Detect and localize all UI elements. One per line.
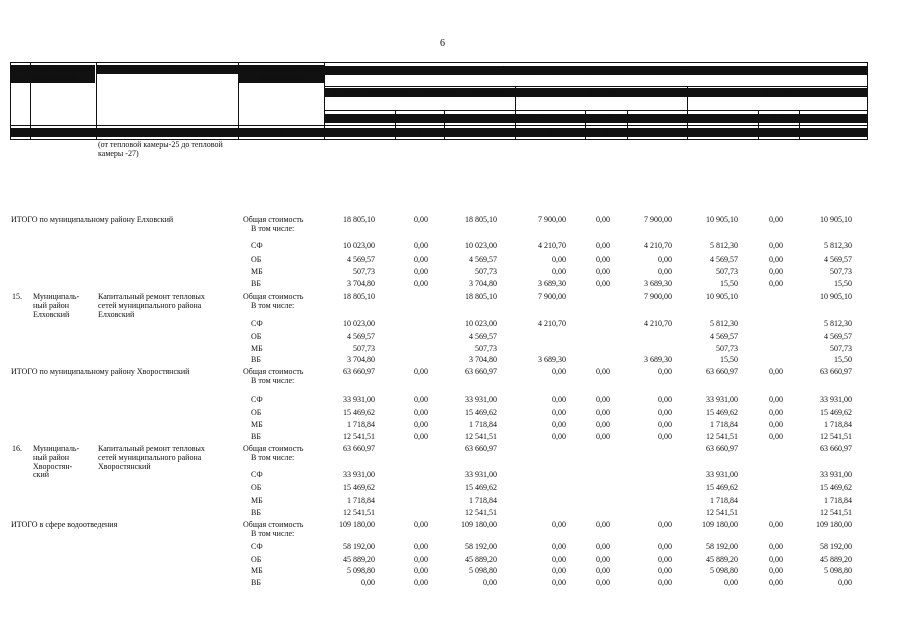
value-cell: 0,00 (414, 241, 428, 250)
value-cell: 10 905,10 (706, 215, 738, 224)
value-cell: 0,00 (552, 432, 566, 441)
value-cell: 0,00 (769, 267, 783, 276)
value-cell: 1 718,84 (469, 420, 497, 429)
value-cell: 0,00 (769, 566, 783, 575)
funding-source: МБ (251, 496, 263, 505)
value-cell: 4 569,57 (824, 332, 852, 341)
value-cell: 33 931,00 (343, 470, 375, 479)
value-cell: 7 900,00 (538, 292, 566, 301)
value-cell: 45 889,20 (465, 555, 497, 564)
value-cell: 0,00 (769, 279, 783, 288)
value-cell: 63 660,97 (465, 367, 497, 376)
value-cell: 0,00 (658, 432, 672, 441)
value-cell: 0,00 (596, 279, 610, 288)
value-cell: 3 704,80 (347, 279, 375, 288)
subheader-cell: СМР (445, 114, 515, 123)
funding-source-sub: В том числе: (251, 453, 295, 462)
value-cell: 0,00 (724, 578, 738, 587)
value-cell: 0,00 (596, 432, 610, 441)
header-no: № п/п (12, 64, 29, 82)
value-cell: 5 098,80 (824, 566, 852, 575)
value-cell: 0,00 (552, 555, 566, 564)
value-cell: 12 541,51 (465, 432, 497, 441)
value-cell: 10 023,00 (343, 241, 375, 250)
value-cell: 0,00 (483, 578, 497, 587)
funding-source-sub: В том числе: (251, 301, 295, 310)
value-cell: 10 905,10 (706, 292, 738, 301)
column-number: 1 (11, 128, 30, 137)
value-cell: 33 931,00 (820, 395, 852, 404)
value-cell: 0,00 (596, 555, 610, 564)
funding-source: Общая стоимость (243, 444, 304, 453)
value-cell: 0,00 (414, 520, 428, 529)
funding-source: МБ (251, 420, 263, 429)
value-cell: 12 541,51 (343, 508, 375, 517)
value-cell: 10 023,00 (465, 319, 497, 328)
subheader-cell: СМР (800, 114, 867, 123)
value-cell: 0,00 (658, 578, 672, 587)
value-cell: 3 689,30 (538, 355, 566, 364)
value-cell: 0,00 (658, 542, 672, 551)
value-cell: 4 569,57 (347, 332, 375, 341)
value-cell: 0,00 (361, 578, 375, 587)
value-cell: 0,00 (769, 367, 783, 376)
value-cell: 12 541,51 (706, 508, 738, 517)
value-cell: 0,00 (769, 578, 783, 587)
value-cell: 63 660,97 (706, 444, 738, 453)
value-cell: 0,00 (596, 215, 610, 224)
value-cell: 15,50 (834, 355, 852, 364)
value-cell: 7 900,00 (538, 215, 566, 224)
value-cell: 4 569,57 (469, 255, 497, 264)
value-cell: 0,00 (658, 566, 672, 575)
value-cell: 1 718,84 (469, 496, 497, 505)
value-cell: 0,00 (769, 542, 783, 551)
value-cell: 58 192,00 (820, 542, 852, 551)
value-cell: 1 718,84 (824, 420, 852, 429)
funding-source: МБ (251, 267, 263, 276)
funding-source: МБ (251, 566, 263, 575)
value-cell: 0,00 (596, 395, 610, 404)
value-cell: 0,00 (414, 367, 428, 376)
funding-source-sub: В том числе: (251, 224, 295, 233)
column-number: 10 (628, 128, 687, 137)
municipality-name: Муниципаль-ный район Елховский (33, 292, 80, 319)
value-cell: 0,00 (552, 408, 566, 417)
value-cell: 58 192,00 (343, 542, 375, 551)
value-cell: 7 900,00 (644, 292, 672, 301)
value-cell: 0,00 (414, 420, 428, 429)
value-cell: 63 660,97 (343, 444, 375, 453)
value-cell: 0,00 (552, 267, 566, 276)
value-cell: 1 718,84 (710, 420, 738, 429)
value-cell: 3 689,30 (538, 279, 566, 288)
value-cell: 0,00 (769, 395, 783, 404)
value-cell: 63 660,97 (820, 444, 852, 453)
funding-source: ВБ (251, 355, 261, 364)
funding-source: СФ (251, 241, 263, 250)
value-cell: 45 889,20 (706, 555, 738, 564)
header-year-2023: 2023 год (516, 88, 687, 97)
value-cell: 5 812,30 (824, 319, 852, 328)
value-cell: 0,00 (552, 395, 566, 404)
value-cell: 0,00 (414, 267, 428, 276)
value-cell: 33 931,00 (706, 470, 738, 479)
funding-source-sub: В том числе: (251, 529, 295, 538)
value-cell: 3 689,30 (644, 279, 672, 288)
funding-source: СФ (251, 395, 263, 404)
value-cell: 33 931,00 (465, 470, 497, 479)
value-cell: 3 704,80 (469, 355, 497, 364)
value-cell: 0,00 (414, 215, 428, 224)
value-cell: 12 541,51 (343, 432, 375, 441)
value-cell: 5 812,30 (824, 241, 852, 250)
subheader-cell: ПД (586, 114, 627, 123)
municipality-name: Муниципаль-ный район Хворостян-ский (33, 444, 80, 480)
value-cell: 5 098,80 (469, 566, 497, 575)
value-cell: 507,73 (830, 267, 852, 276)
subheader-cell: Всего (516, 114, 585, 123)
column-number: 3 (97, 128, 238, 137)
value-cell: 1 718,84 (347, 496, 375, 505)
value-cell: 12 541,51 (465, 508, 497, 517)
value-cell: 4 569,57 (469, 332, 497, 341)
value-cell: 109 180,00 (816, 520, 852, 529)
total-row-label: ИТОГО по муниципальному району Елховский (11, 215, 174, 224)
value-cell: 5 098,80 (710, 566, 738, 575)
value-cell: 18 805,10 (465, 215, 497, 224)
value-cell: 0,00 (414, 395, 428, 404)
value-cell: 0,00 (596, 578, 610, 587)
column-number: 4 (239, 128, 324, 137)
column-number: 12 (759, 128, 799, 137)
value-cell: 4 210,70 (538, 319, 566, 328)
value-cell: 7 900,00 (644, 215, 672, 224)
value-cell: 0,00 (596, 367, 610, 376)
value-cell: 63 660,97 (465, 444, 497, 453)
value-cell: 0,00 (769, 555, 783, 564)
value-cell: 109 180,00 (339, 520, 375, 529)
value-cell: 0,00 (414, 408, 428, 417)
value-cell: 15 469,62 (820, 483, 852, 492)
header-volume: Объем средств на реализацию государственной программы (325, 66, 867, 75)
value-cell: 4 569,57 (824, 255, 852, 264)
value-cell: 33 931,00 (343, 395, 375, 404)
row-number: 15. (12, 292, 22, 301)
value-cell: 0,00 (414, 432, 428, 441)
value-cell: 0,00 (552, 420, 566, 429)
row-number: 16. (12, 444, 22, 453)
funding-source: МБ (251, 344, 263, 353)
value-cell: 0,00 (769, 408, 783, 417)
value-cell: 507,73 (475, 344, 497, 353)
value-cell: 1 718,84 (710, 496, 738, 505)
event-name: Капитальный ремонт тепловых сетей муниципального района Хворостянский (98, 444, 205, 471)
value-cell: 0,00 (658, 267, 672, 276)
value-cell: 0,00 (414, 279, 428, 288)
value-cell: 507,73 (353, 267, 375, 276)
value-cell: 15 469,62 (465, 483, 497, 492)
value-cell: 0,00 (552, 520, 566, 529)
subheader-cell: СМР (628, 114, 687, 123)
funding-source: ВБ (251, 432, 261, 441)
value-cell: 18 805,10 (343, 292, 375, 301)
value-cell: 15,50 (834, 279, 852, 288)
column-number: 11 (688, 128, 758, 137)
value-cell: 15,50 (720, 279, 738, 288)
value-cell: 507,73 (475, 267, 497, 276)
value-cell: 15 469,62 (706, 483, 738, 492)
value-cell: 4 569,57 (347, 255, 375, 264)
value-cell: 0,00 (552, 542, 566, 551)
value-cell: 18 805,10 (343, 215, 375, 224)
value-cell: 10 905,10 (820, 215, 852, 224)
value-cell: 109 180,00 (702, 520, 738, 529)
value-cell: 45 889,20 (820, 555, 852, 564)
column-number: 9 (586, 128, 627, 137)
funding-source: ОБ (251, 255, 262, 264)
value-cell: 1 718,84 (347, 420, 375, 429)
value-cell: 4 210,70 (644, 241, 672, 250)
value-cell: 10 023,00 (343, 319, 375, 328)
value-cell: 5 098,80 (347, 566, 375, 575)
value-cell: 15 469,62 (706, 408, 738, 417)
funding-source: СФ (251, 470, 263, 479)
funding-source: ОБ (251, 408, 262, 417)
value-cell: 0,00 (414, 542, 428, 551)
value-cell: 33 931,00 (706, 395, 738, 404)
funding-source: Общая стоимость (243, 520, 304, 529)
funding-source: СФ (251, 319, 263, 328)
value-cell: 12 541,51 (820, 432, 852, 441)
subheader-cell: Всего (325, 114, 395, 123)
value-cell: 33 931,00 (820, 470, 852, 479)
value-cell: 0,00 (658, 395, 672, 404)
value-cell: 0,00 (596, 420, 610, 429)
value-cell: 0,00 (769, 215, 783, 224)
value-cell: 5 812,30 (710, 241, 738, 250)
value-cell: 0,00 (658, 255, 672, 264)
funding-source: ОБ (251, 483, 262, 492)
subheader-cell: Всего (688, 114, 758, 123)
column-number: 13 (800, 128, 867, 137)
value-cell: 4 569,57 (710, 332, 738, 341)
funding-source: ВБ (251, 578, 261, 587)
total-row-label: ИТОГО в сфере водоотведения (11, 520, 118, 529)
value-cell: 58 192,00 (706, 542, 738, 551)
value-cell: 0,00 (596, 542, 610, 551)
event-name: Капитальный ремонт тепловых сетей муниципального района Елховский (98, 292, 205, 319)
value-cell: 0,00 (552, 578, 566, 587)
header-year-2024: 2024 год (688, 88, 867, 97)
value-cell: 0,00 (769, 255, 783, 264)
value-cell: 0,00 (414, 555, 428, 564)
funding-source: ОБ (251, 332, 262, 341)
value-cell: 109 180,00 (461, 520, 497, 529)
header-municipality: Муниципаль-ное образова-ние (31, 65, 95, 83)
value-cell: 507,73 (716, 267, 738, 276)
value-cell: 4 210,70 (644, 319, 672, 328)
column-number: 8 (516, 128, 585, 137)
value-cell: 12 541,51 (820, 508, 852, 517)
value-cell: 15 469,62 (820, 408, 852, 417)
column-number: 6 (396, 128, 444, 137)
value-cell: 0,00 (769, 241, 783, 250)
value-cell: 3 704,80 (469, 279, 497, 288)
value-cell: 0,00 (838, 578, 852, 587)
value-cell: 45 889,20 (343, 555, 375, 564)
value-cell: 0,00 (658, 520, 672, 529)
value-cell: 0,00 (658, 555, 672, 564)
total-row-label: ИТОГО по муниципальному району Хворостянский (11, 367, 190, 376)
table-header-grid (10, 62, 868, 140)
value-cell: 18 805,10 (465, 292, 497, 301)
value-cell: 0,00 (769, 420, 783, 429)
value-cell: 0,00 (552, 367, 566, 376)
value-cell: 0,00 (596, 267, 610, 276)
value-cell: 0,00 (414, 578, 428, 587)
value-cell: 15 469,62 (343, 408, 375, 417)
value-cell: 507,73 (830, 344, 852, 353)
value-cell: 0,00 (596, 241, 610, 250)
funding-source: Общая стоимость (243, 292, 304, 301)
value-cell: 0,00 (552, 255, 566, 264)
value-cell: 0,00 (769, 520, 783, 529)
value-cell: 15 469,62 (465, 408, 497, 417)
funding-source: ВБ (251, 279, 261, 288)
value-cell: 507,73 (353, 344, 375, 353)
column-number: 2 (31, 128, 96, 137)
subheader-cell: ПД (759, 114, 799, 123)
value-cell: 0,00 (596, 520, 610, 529)
funding-source-sub: В том числе: (251, 376, 295, 385)
header-source: Источники финансового обеспечения (239, 64, 324, 82)
funding-source: ВБ (251, 508, 261, 517)
value-cell: 507,73 (716, 344, 738, 353)
funding-source: СФ (251, 542, 263, 551)
value-cell: 0,00 (596, 255, 610, 264)
value-cell: 0,00 (552, 566, 566, 575)
value-cell: 1 718,84 (824, 496, 852, 505)
value-cell: 4 569,57 (710, 255, 738, 264)
header-event: Наименование мероприятия (97, 65, 238, 74)
page-number: 6 (440, 38, 445, 49)
value-cell: 58 192,00 (465, 542, 497, 551)
value-cell: 4 210,70 (538, 241, 566, 250)
value-cell: 10 905,10 (820, 292, 852, 301)
value-cell: 63 660,97 (343, 367, 375, 376)
value-cell: 0,00 (658, 367, 672, 376)
value-cell: 5 812,30 (710, 319, 738, 328)
funding-source: Общая стоимость (243, 367, 304, 376)
value-cell: 15 469,62 (343, 483, 375, 492)
value-cell: 0,00 (769, 432, 783, 441)
funding-source: ОБ (251, 555, 262, 564)
value-cell: 0,00 (658, 408, 672, 417)
subheader-cell: ПД (396, 114, 444, 123)
value-cell: 0,00 (596, 408, 610, 417)
value-cell: 0,00 (414, 566, 428, 575)
value-cell: 3 704,80 (347, 355, 375, 364)
value-cell: 3 689,30 (644, 355, 672, 364)
column-number: 5 (325, 128, 395, 137)
value-cell: 0,00 (414, 255, 428, 264)
value-cell: 12 541,51 (706, 432, 738, 441)
value-cell: 0,00 (658, 420, 672, 429)
value-cell: 10 023,00 (465, 241, 497, 250)
value-cell: 33 931,00 (465, 395, 497, 404)
value-cell: 63 660,97 (820, 367, 852, 376)
column-number: 7 (445, 128, 515, 137)
funding-source: Общая стоимость (243, 215, 304, 224)
continuation-text: (от тепловой камеры-25 до тепловой камеры -27) (98, 140, 223, 158)
value-cell: 63 660,97 (706, 367, 738, 376)
value-cell: 15,50 (720, 355, 738, 364)
header-period-total: За период реализации государственной программы (325, 88, 515, 97)
value-cell: 0,00 (596, 566, 610, 575)
